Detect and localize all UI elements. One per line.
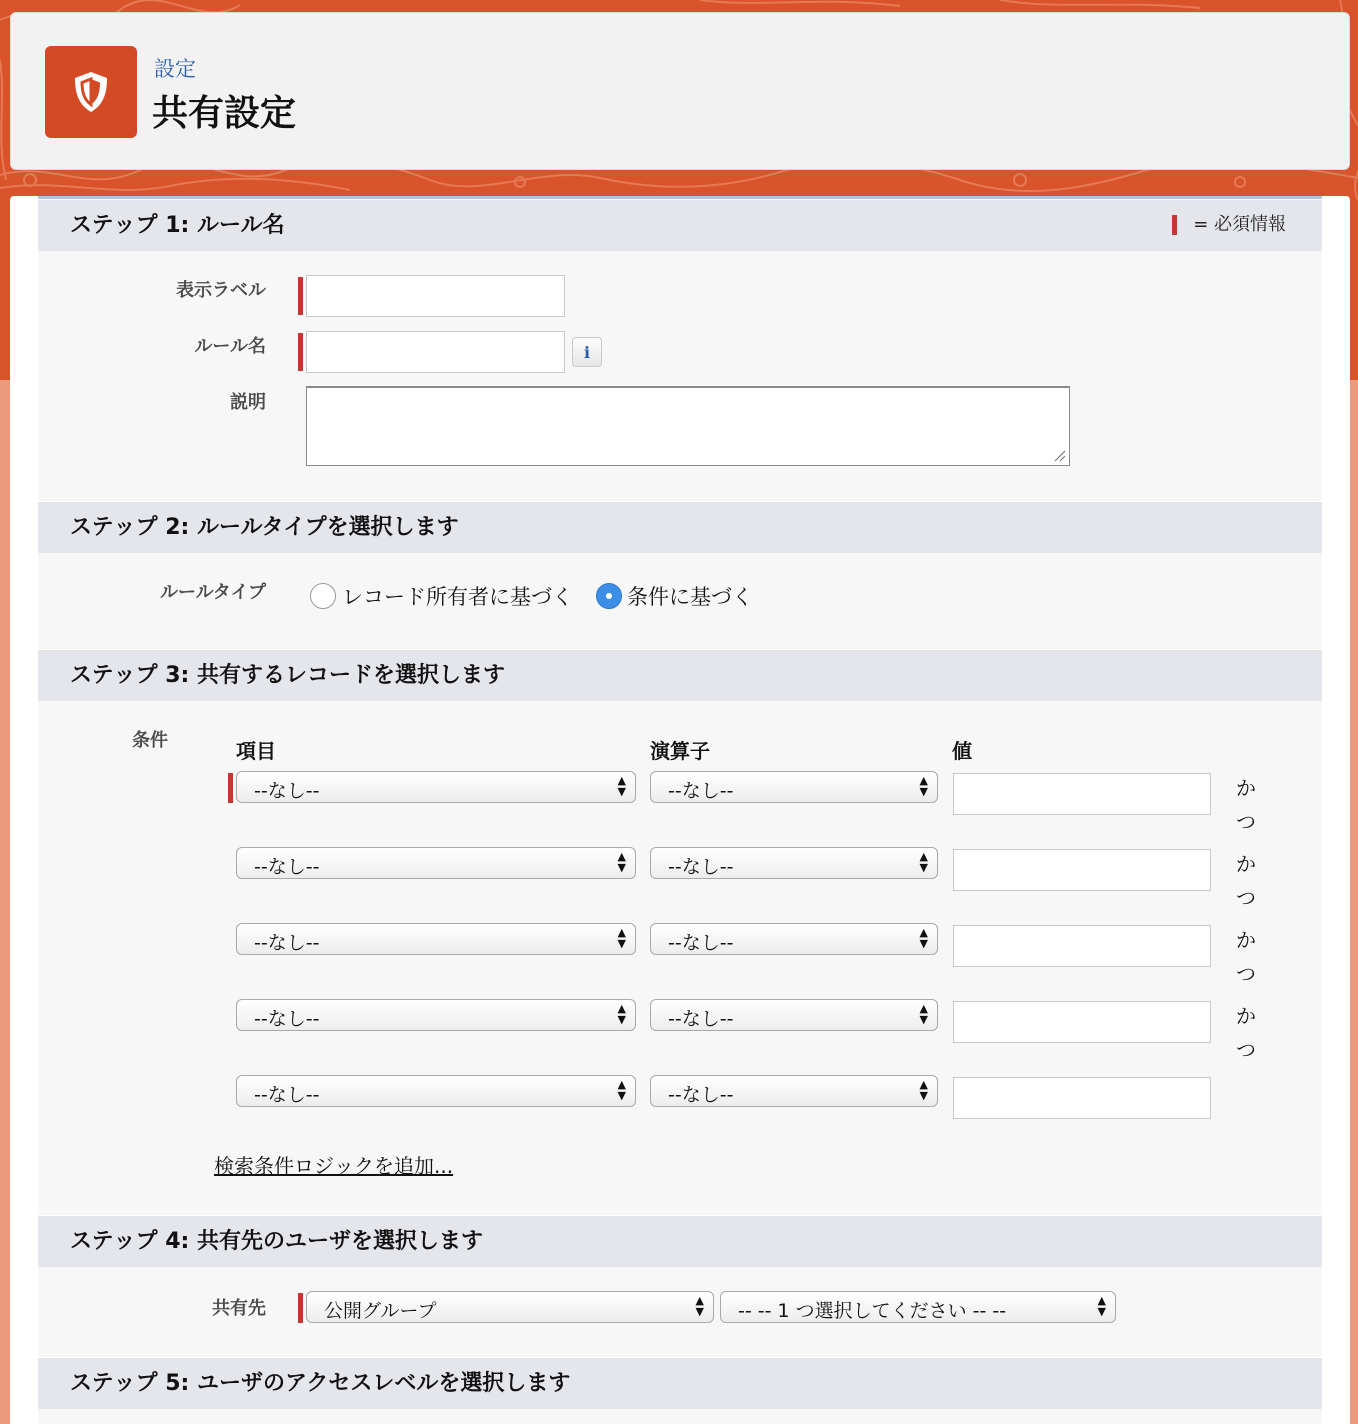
select-arrows-icon: ▲ ▼ xyxy=(617,774,626,798)
required-indicator-icon xyxy=(1172,215,1177,235)
operator-select-5[interactable]: --なし-- ▲ ▼ xyxy=(650,1075,938,1107)
field-select-5[interactable]: --なし-- ▲ ▼ xyxy=(236,1075,636,1107)
value-input-4[interactable] xyxy=(953,1001,1211,1043)
setup-shield-icon xyxy=(45,46,137,138)
select-arrows-icon: ▲ ▼ xyxy=(617,850,626,874)
column-header-value: 値 xyxy=(952,739,972,763)
share-with-label: 共有先 xyxy=(212,1298,266,1319)
value-input-2[interactable] xyxy=(953,849,1211,891)
field-select-3[interactable]: --なし-- ▲ ▼ xyxy=(236,923,636,955)
rule-name-input[interactable] xyxy=(306,331,565,373)
step1-title: ステップ 1: ルール名 xyxy=(70,213,285,238)
description-field-label: 説明 xyxy=(230,392,266,413)
required-mark xyxy=(298,333,303,371)
field-select-4[interactable]: --なし-- ▲ ▼ xyxy=(236,999,636,1031)
radio-owner-based[interactable] xyxy=(310,583,336,609)
connector-label-4: かつ xyxy=(1236,1004,1256,1062)
connector-label-1: かつ xyxy=(1236,776,1256,834)
select-arrows-icon: ▲ ▼ xyxy=(617,1002,626,1026)
step2-header xyxy=(38,501,1322,553)
add-filter-logic-link[interactable]: 検索条件ロジックを追加... xyxy=(214,1154,454,1178)
required-legend-text: = 必須情報 xyxy=(1193,214,1286,235)
select-arrows-icon: ▲ ▼ xyxy=(617,1078,626,1102)
select-arrows-icon: ▲ ▼ xyxy=(919,926,928,950)
rule-type-label: ルールタイプ xyxy=(159,582,266,603)
share-with-type-select[interactable]: 公開グループ ▲ ▼ xyxy=(306,1291,714,1323)
step1-header xyxy=(38,199,1322,251)
required-mark xyxy=(298,1293,303,1323)
radio-criteria-based-label[interactable]: 条件に基づく xyxy=(627,585,753,609)
value-input-3[interactable] xyxy=(953,925,1211,967)
sharing-rule-form xyxy=(10,196,1350,1424)
required-mark xyxy=(228,773,233,803)
step3-title: ステップ 3: 共有するレコードを選択します xyxy=(70,663,505,688)
page-header xyxy=(10,12,1350,170)
select-arrows-icon: ▲ ▼ xyxy=(919,774,928,798)
info-icon[interactable]: i xyxy=(572,337,602,367)
operator-select-1[interactable]: --なし-- ▲ ▼ xyxy=(650,771,938,803)
label-field-label: 表示ラベル xyxy=(176,280,266,301)
required-legend xyxy=(1172,214,1286,236)
select-arrows-icon: ▲ ▼ xyxy=(617,926,626,950)
form-body xyxy=(38,196,1322,1424)
select-arrows-icon: ▲ ▼ xyxy=(1097,1294,1106,1318)
value-input-1[interactable] xyxy=(953,773,1211,815)
field-select-2[interactable]: --なし-- ▲ ▼ xyxy=(236,847,636,879)
step5-title: ステップ 5: ユーザのアクセスレベルを選択します xyxy=(70,1371,571,1396)
field-select-1[interactable]: --なし-- ▲ ▼ xyxy=(236,771,636,803)
share-with-target-select[interactable]: -- -- 1 つ選択してください -- -- ▲ ▼ xyxy=(720,1291,1116,1323)
column-header-field: 項目 xyxy=(236,739,276,763)
step5-header xyxy=(38,1357,1322,1409)
connector-label-3: かつ xyxy=(1236,928,1256,986)
connector-label-2: かつ xyxy=(1236,852,1256,910)
step2-title: ステップ 2: ルールタイプを選択します xyxy=(70,515,459,540)
step4-title: ステップ 4: 共有先のユーザを選択します xyxy=(70,1229,483,1254)
select-arrows-icon: ▲ ▼ xyxy=(919,850,928,874)
value-input-5[interactable] xyxy=(953,1077,1211,1119)
operator-select-3[interactable]: --なし-- ▲ ▼ xyxy=(650,923,938,955)
step4-header xyxy=(38,1215,1322,1267)
rule-name-field-label: ルール名 xyxy=(194,336,266,357)
select-arrows-icon: ▲ ▼ xyxy=(695,1294,704,1318)
breadcrumb[interactable]: 設定 xyxy=(154,57,196,81)
step3-header xyxy=(38,649,1322,701)
description-textarea[interactable] xyxy=(306,386,1070,466)
radio-criteria-based[interactable] xyxy=(596,583,622,609)
resize-grip-icon[interactable] xyxy=(1053,449,1067,463)
select-arrows-icon: ▲ ▼ xyxy=(919,1002,928,1026)
operator-select-4[interactable]: --なし-- ▲ ▼ xyxy=(650,999,938,1031)
column-header-operator: 演算子 xyxy=(650,739,710,763)
required-mark xyxy=(298,277,303,315)
label-input[interactable] xyxy=(306,275,565,317)
criteria-label: 条件 xyxy=(132,730,168,751)
radio-owner-based-label[interactable]: レコード所有者に基づく xyxy=(342,585,573,609)
select-arrows-icon: ▲ ▼ xyxy=(919,1078,928,1102)
operator-select-2[interactable]: --なし-- ▲ ▼ xyxy=(650,847,938,879)
page-title: 共有設定 xyxy=(152,93,297,134)
